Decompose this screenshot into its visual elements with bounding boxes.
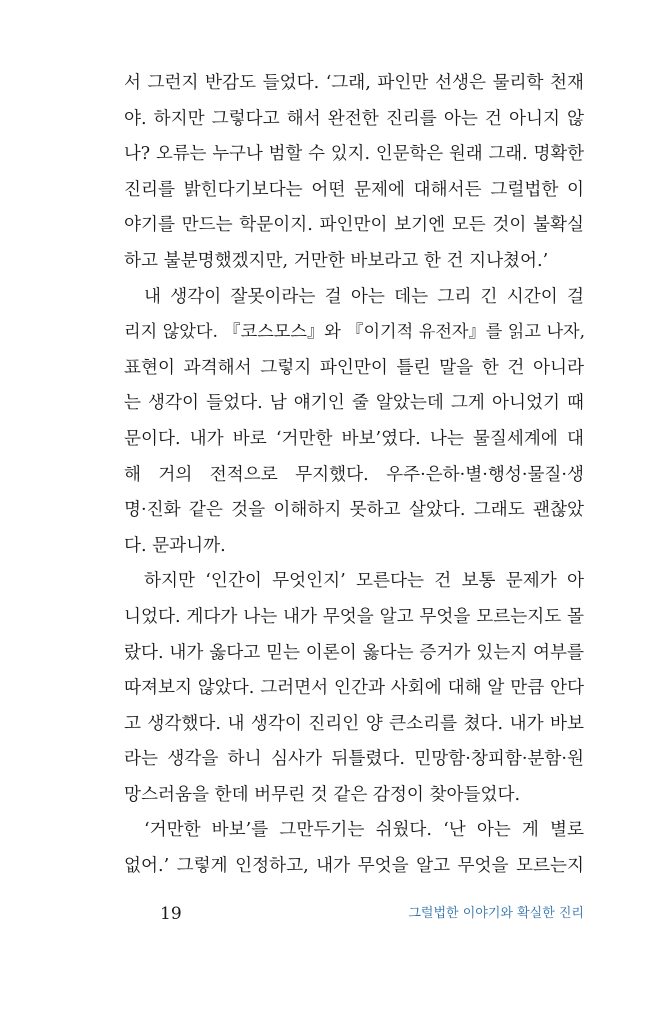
text-line: 야. 하지만 그렇다고 해서 완전한 진리를 아는 건 아니지 않 [124, 108, 584, 129]
text-line: 내 생각이 잘못이라는 걸 아는 데는 그리 긴 시간이 걸 [144, 286, 584, 307]
text-line: 하지만 ‘인간이 무엇인지’ 모른다는 건 보통 문제가 아 [144, 571, 584, 592]
text-line: 야기를 만드는 학문이지. 파인만이 보기엔 모든 것이 불확실 [124, 215, 584, 236]
page-number: 19 [160, 904, 182, 924]
text-line: 망스러움을 한데 버무린 것 같은 감정이 찾아들었다. [124, 784, 521, 805]
text-line: 없어.’ 그렇게 인정하고, 내가 무엇을 알고 무엇을 모르는지 [124, 856, 584, 877]
text-line: 나? 오류는 누구나 범할 수 있지. 인문학은 원래 그래. 명확한 [124, 144, 584, 165]
text-line: 문이다. 내가 바로 ‘거만한 바보’였다. 나는 물질세계에 대 [124, 428, 584, 449]
text-line: 랐다. 내가 옳다고 믿는 이론이 옳다는 증거가 있는지 여부를 [124, 642, 584, 663]
text-line: 따져보지 않았다. 그러면서 인간과 사회에 대해 알 만큼 안다 [124, 678, 584, 699]
text-line: 명·진화 같은 것을 이해하지 못하고 살았다. 그래도 괜찮았 [124, 500, 584, 521]
text-line: 서 그런지 반감도 들었다. ‘그래, 파인만 선생은 물리학 천재 [124, 73, 584, 93]
text-line: 라는 생각을 하니 심사가 뒤틀렸다. 민망함·창피함·분함·원 [124, 749, 584, 770]
running-head: 그럴법한 이야기와 확실한 진리 [408, 906, 584, 921]
page-footer [124, 902, 584, 926]
text-line: 는 생각이 들었다. 남 얘기인 줄 알았는데 그게 아니었기 때 [124, 393, 584, 414]
text-line: 리지 않았다. 『코스모스』와 『이기적 유전자』를 읽고 나자, [124, 322, 586, 343]
text-line: 니었다. 게다가 나는 내가 무엇을 알고 무엇을 모르는지도 몰 [124, 606, 584, 627]
body-text [124, 66, 584, 885]
text-line: 고 생각했다. 내 생각이 진리인 양 큰소리를 쳤다. 내가 바보 [124, 713, 584, 734]
text-line: 해 거의 전적으로 무지했다. 우주·은하·별·행성·물질·생 [124, 464, 584, 485]
text-line: 다. 문과니까. [124, 535, 226, 556]
text-line: 진리를 밝힌다기보다는 어떤 문제에 대해서든 그럴법한 이 [124, 179, 584, 200]
text-line: ‘거만한 바보’를 그만두기는 쉬웠다. ‘난 아는 게 별로 [144, 820, 584, 841]
text-line: 하고 불분명했겠지만, 거만한 바보라고 한 건 지나쳤어.’ [124, 250, 549, 271]
text-line: 표현이 과격해서 그렇지 파인만이 틀린 말을 한 건 아니라 [124, 357, 584, 378]
